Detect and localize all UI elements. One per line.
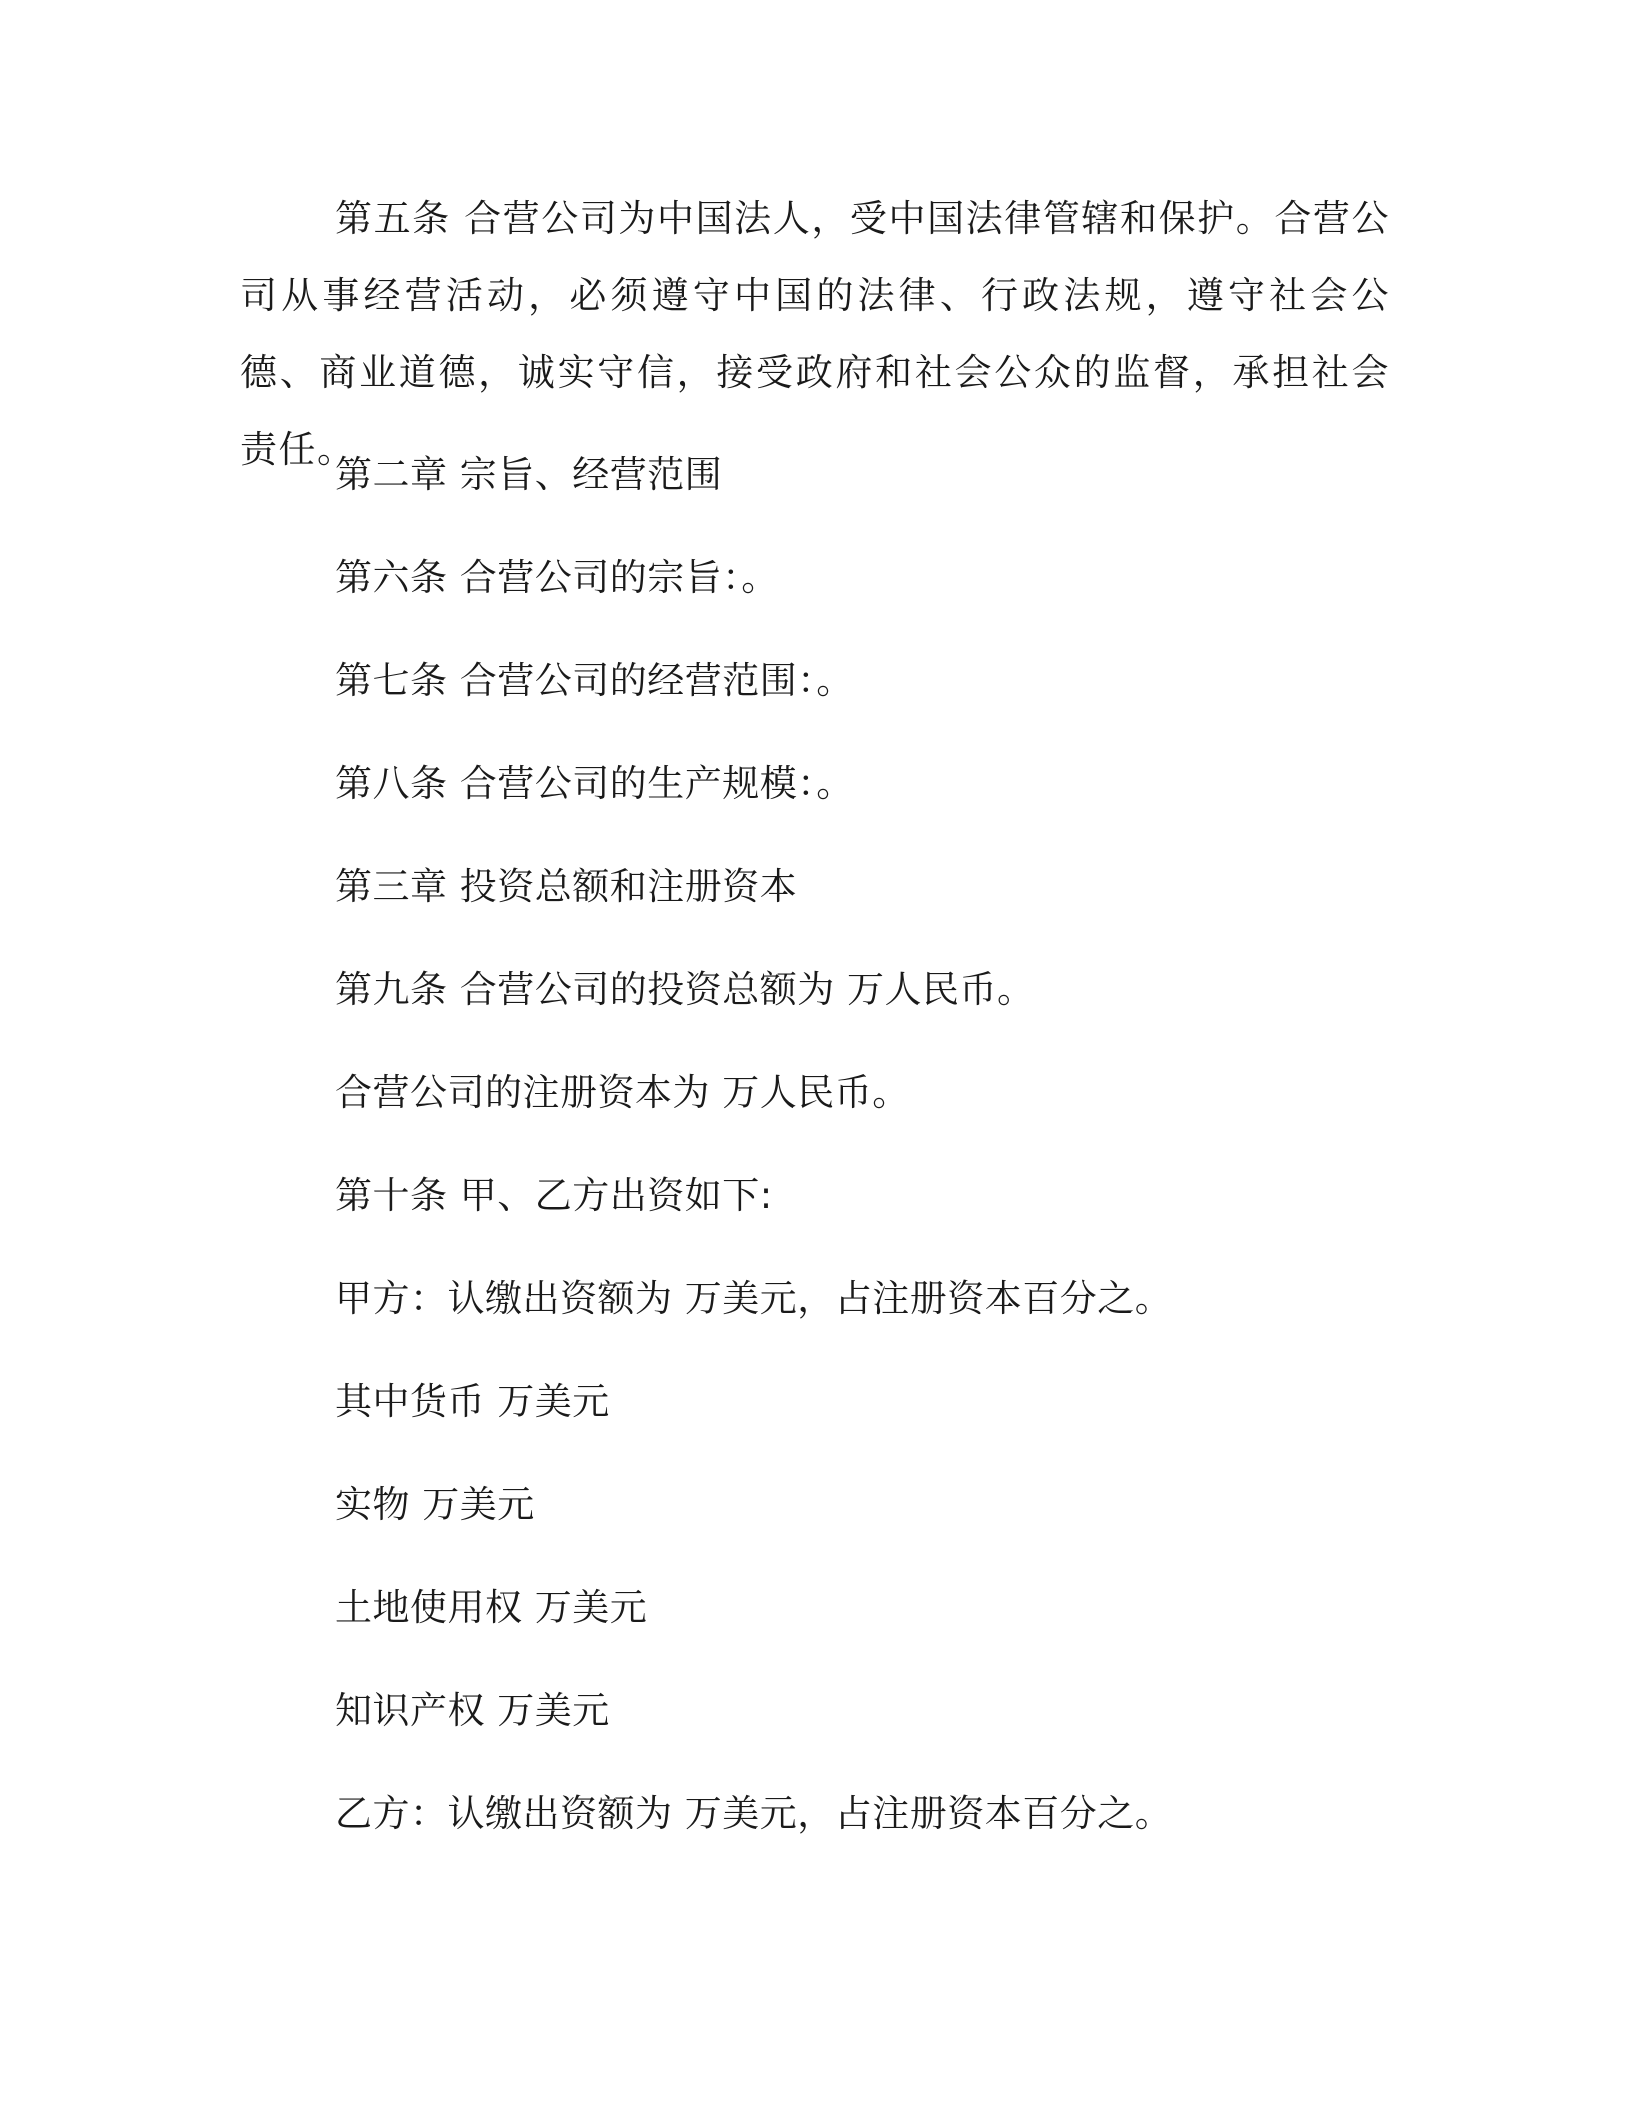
article-6-paragraph: 第六条 合营公司的宗旨：。 (335, 556, 779, 599)
chapter-2-heading: 第二章 宗旨、经营范围 (335, 453, 723, 496)
party-a-contribution: 甲方：认缴出资额为 万美元，占注册资本百分之。 (335, 1277, 1173, 1320)
in-kind-contribution: 实物 万美元 (335, 1483, 535, 1526)
currency-contribution: 其中货币 万美元 (335, 1380, 610, 1423)
registered-capital-paragraph: 合营公司的注册资本为 万人民币。 (335, 1071, 910, 1114)
article-7-paragraph: 第七条 合营公司的经营范围：。 (335, 659, 854, 702)
land-use-right-contribution: 土地使用权 万美元 (335, 1586, 648, 1629)
chapter-3-heading: 第三章 投资总额和注册资本 (335, 865, 798, 908)
article-8-paragraph: 第八条 合营公司的生产规模：。 (335, 762, 854, 805)
intellectual-property-contribution: 知识产权 万美元 (335, 1689, 610, 1732)
party-b-contribution: 乙方：认缴出资额为 万美元，占注册资本百分之。 (335, 1792, 1173, 1835)
article-9-paragraph: 第九条 合营公司的投资总额为 万人民币。 (335, 968, 1035, 1011)
article-10-paragraph: 第十条 甲、乙方出资如下: (335, 1174, 773, 1217)
article-5-paragraph: 第五条 合营公司为中国法人，受中国法律管辖和保护。合营公司从事经营活动，必须遵守中国的法律、行政法规，遵守社会公德、商业道德，诚实守信，接受政府和社会公众的监督，承担社会责任。 (240, 197, 1390, 471)
